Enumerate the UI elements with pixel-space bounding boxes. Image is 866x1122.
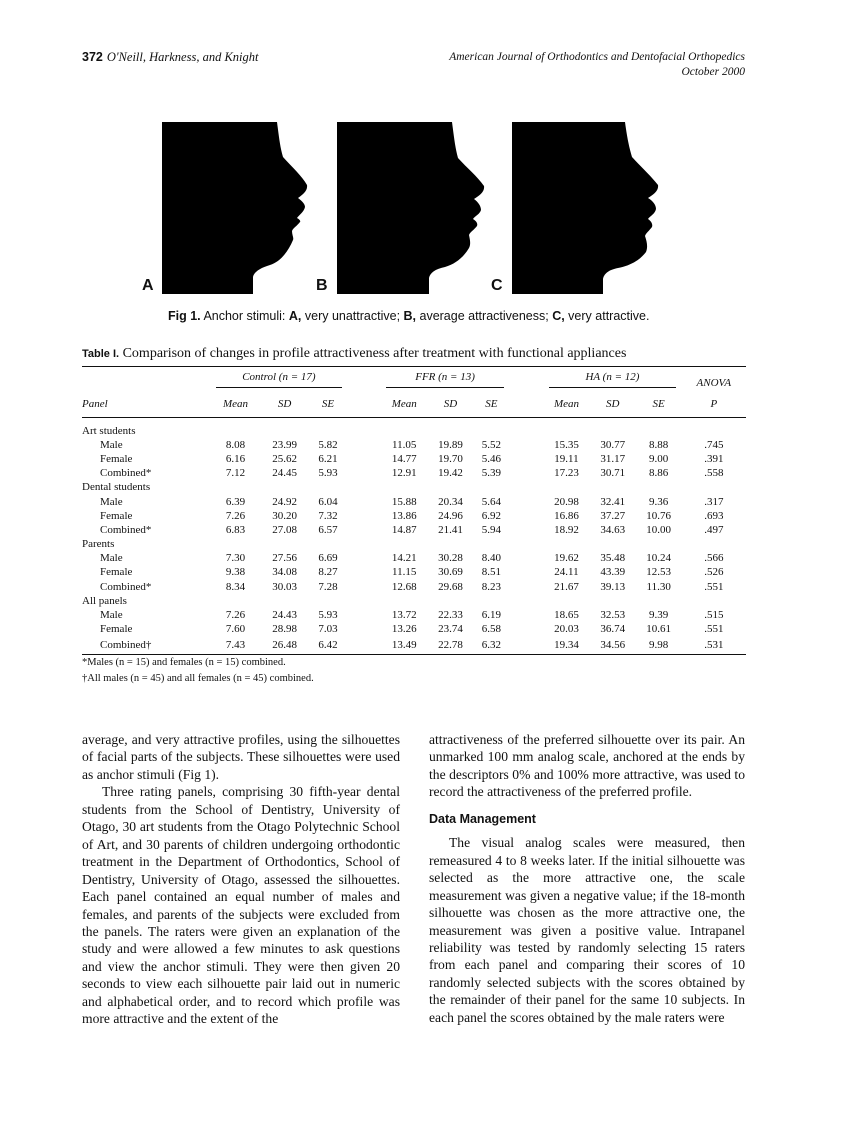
table-cell: [309, 537, 347, 551]
table-cell: 35.48: [600, 552, 626, 565]
table-group-row: [82, 480, 746, 494]
group-header: Control (n = 17): [216, 371, 341, 388]
table-cell: [211, 480, 260, 494]
table-cell: 6.39: [225, 495, 246, 508]
table-cell: 9.98: [649, 639, 669, 652]
table-cell: 24.92: [272, 495, 297, 508]
table-cell: [427, 417, 473, 438]
issue-date: October 2000: [681, 66, 745, 78]
footnote: †All males (n = 45) and all females (n = 45) combined.: [82, 673, 314, 684]
row-label: Art students: [82, 424, 136, 437]
table-cell: 14.87: [391, 523, 417, 536]
table-cell: 11.30: [646, 580, 671, 593]
table-cell: 24.96: [438, 509, 463, 522]
table-cell: [381, 480, 428, 494]
table-cell: 7.28: [318, 580, 338, 593]
table-cell: 6.69: [318, 552, 338, 565]
table-cell: 9.00: [649, 452, 669, 465]
group-header: HA (n = 12): [549, 371, 676, 388]
table-cell: [682, 417, 746, 438]
row-label: Male: [100, 495, 123, 508]
row-label: Female: [100, 566, 133, 579]
table-cell: 32.41: [600, 495, 626, 508]
column-header: Panel: [82, 397, 108, 410]
table-cell: 6.42: [318, 639, 338, 652]
profile-silhouette: [337, 122, 487, 294]
table-cell: [636, 537, 682, 551]
table-cell: [309, 417, 347, 438]
caption-desc: average attractiveness;: [416, 309, 553, 323]
table-cell: 10.76: [646, 509, 672, 522]
table-cell: 7.03: [318, 623, 338, 636]
table-cell: .745: [704, 438, 724, 451]
column-header: Mean: [391, 397, 417, 410]
column-header: SE: [652, 397, 665, 410]
caption-desc: very unattractive;: [301, 309, 404, 323]
table-cell: [427, 594, 473, 608]
table-cell: 30.28: [438, 552, 463, 565]
table-cell: 12.53: [646, 566, 672, 579]
table-cell: 5.93: [318, 609, 338, 622]
table-cell: .391: [704, 452, 724, 465]
table-cell: 8.23: [481, 580, 501, 593]
caption-key: B,: [403, 309, 417, 323]
paragraph: average, and very attractive profiles, using the silhouettes of facial parts of the subjects. These silhouettes were used as anchor stimuli (Fig 1).: [82, 732, 400, 782]
row-label: Female: [100, 509, 133, 522]
row-label: Combined†: [100, 639, 152, 652]
table-cell: 19.42: [438, 467, 463, 480]
table-cell: 13.72: [391, 609, 417, 622]
paragraph: Three rating panels, comprising 30 fifth-year dental students from the School of Dentistry, University of Otago, 30 art students from the Otago Polytechnic School of Art, and 30 parents of children undergoing orthodontic treatment in the Department of Orthodontics, School of Dentistry, University of Otago, assessed the silhouettes. Each panel contained an equal number of males and females, and parents of the subjects were excluded from the panels. The raters were given an explanation of the study and were allowed a few minutes to ask questions and view the anchor stimuli. They were then given 20 seconds to view each silhouette pair laid out in numeric and alphabetical order, and to record which profile was more attractive and the extent of the: [82, 784, 400, 1027]
table-cell: .551: [704, 623, 724, 636]
table-cell: 7.26: [225, 609, 246, 622]
table-row: [82, 509, 746, 523]
table-cell: 26.48: [272, 639, 297, 652]
table-cell: [590, 417, 636, 438]
table-cell: 5.64: [481, 495, 501, 508]
column-header: SD: [277, 397, 292, 410]
table-cell: [427, 480, 473, 494]
authors: O'Neill, Harkness, and Knight: [106, 50, 259, 64]
table-cell: 7.30: [225, 552, 246, 565]
table-row: [82, 466, 746, 480]
table-cell: 9.36: [649, 495, 669, 508]
table-cell: [543, 417, 590, 438]
table-cell: 5.46: [481, 452, 501, 465]
table-cell: [260, 594, 309, 608]
table-cell: 14.21: [391, 552, 417, 565]
paragraph: The visual analog scales were measured, then remeasured 4 to 8 weeks later. If the initial silhouette was selected as the more attractive one, the scale measurement was given a negative value; if the 18-month silhouette was chosen as the more attractive one, the measurement was given a positive value. Intrapanel reliability was tested by randomly selecting 15 raters from each panel and comparing their scores of 10 randomly selected subjects with the scores obtained by the remainder of their panel for the same 10 subjects. In each panel the scores obtained by the male raters were: [429, 835, 745, 1025]
table-cell: 6.32: [481, 639, 501, 652]
table-cell: 20.98: [554, 495, 579, 508]
table-cell: 6.04: [318, 495, 338, 508]
table-cell: 22.78: [438, 639, 463, 652]
caption-desc: very attractive.: [564, 309, 650, 323]
table-cell: .317: [704, 495, 724, 508]
table-row: [82, 565, 746, 579]
table-cell: [309, 594, 347, 608]
table-cell: .531: [704, 639, 724, 652]
table-cell: [211, 417, 260, 438]
left-column: [82, 731, 400, 1028]
row-label: Male: [100, 609, 123, 622]
table-cell: 9.39: [649, 609, 669, 622]
table-cell: 19.70: [438, 452, 463, 465]
table-row: [82, 580, 746, 594]
table-cell: 36.74: [600, 623, 626, 636]
table-cell: 27.56: [272, 552, 297, 565]
caption-label: Fig 1.: [168, 309, 201, 323]
table-cell: 19.11: [554, 452, 579, 465]
panel-label: A: [142, 277, 154, 294]
table-cell: 11.15: [392, 566, 417, 579]
table-cell: 21.41: [438, 523, 463, 536]
table-cell: 5.94: [481, 523, 501, 536]
table-cell: 30.71: [600, 467, 626, 480]
table-cell: 6.83: [225, 523, 246, 536]
table-cell: 17.23: [554, 467, 579, 480]
table-cell: .558: [704, 467, 724, 480]
table-cell: 19.34: [554, 639, 579, 652]
table-cell: 8.51: [481, 566, 501, 579]
group-header: ANOVA: [696, 377, 732, 389]
table-cell: [309, 480, 347, 494]
table-cell: 10.61: [646, 623, 672, 636]
table-cell: [473, 417, 509, 438]
table-cell: [590, 594, 636, 608]
table-cell: 7.43: [225, 639, 246, 652]
table-cell: 30.69: [438, 566, 463, 579]
table-cell: .693: [704, 509, 724, 522]
column-header: P: [710, 397, 718, 410]
table-cell: 10.24: [646, 552, 672, 565]
table-label: Table I.: [82, 348, 120, 360]
table-row: [82, 551, 746, 565]
table-cell: [682, 594, 746, 608]
caption-text: Anchor stimuli:: [200, 309, 289, 323]
table-cell: 7.60: [225, 623, 246, 636]
profile-silhouette: [162, 122, 312, 294]
table-cell: 24.11: [554, 566, 579, 579]
table-cell: 5.52: [481, 438, 501, 451]
table-cell: [473, 537, 509, 551]
table-cell: 39.13: [600, 580, 626, 593]
table-cell: 13.86: [391, 509, 417, 522]
row-label: Dental students: [82, 481, 151, 494]
journal-name: American Journal of Orthodontics and Dentofacial Orthopedics: [449, 51, 745, 63]
row-label: Parents: [82, 538, 115, 551]
table-cell: [543, 594, 590, 608]
table-cell: 8.27: [318, 566, 338, 579]
table-cell: 6.57: [318, 523, 338, 536]
table-cell: 10.00: [646, 523, 672, 536]
table-cell: .515: [704, 609, 724, 622]
table-cell: [636, 417, 682, 438]
table-cell: [211, 537, 260, 551]
row-label: Female: [100, 623, 133, 636]
table-cell: [473, 594, 509, 608]
table-cell: 8.86: [649, 467, 669, 480]
table-cell: 8.08: [225, 438, 246, 451]
row-label: Female: [100, 452, 133, 465]
table-cell: 8.34: [225, 580, 246, 593]
table-cell: 28.98: [272, 623, 297, 636]
table-cell: [473, 480, 509, 494]
table-cell: 34.08: [272, 566, 297, 579]
table-cell: [543, 537, 590, 551]
table-cell: 34.63: [600, 523, 626, 536]
section-heading: Data Management: [429, 811, 536, 826]
right-column: [429, 731, 745, 1026]
group-header: FFR (n = 13): [386, 371, 504, 388]
page-number: 372: [82, 50, 103, 64]
table-group-row: [82, 417, 746, 438]
table-row: [82, 438, 746, 452]
table-cell: 22.33: [438, 609, 463, 622]
table-cell: 12.91: [391, 467, 417, 480]
table-cell: 11.05: [392, 438, 417, 451]
table-cell: 20.34: [438, 495, 463, 508]
table-cell: 6.58: [481, 623, 501, 636]
table-cell: [260, 537, 309, 551]
table-cell: [260, 417, 309, 438]
table-cell: [636, 480, 682, 494]
table-cell: 8.88: [649, 438, 669, 451]
table-cell: .566: [704, 552, 724, 565]
table-cell: 6.16: [225, 452, 246, 465]
table-cell: 7.32: [318, 509, 338, 522]
table-cell: 23.74: [438, 623, 463, 636]
table-cell: 25.62: [272, 452, 297, 465]
table-cell: [636, 594, 682, 608]
table-cell: 12.68: [391, 580, 417, 593]
table-cell: 9.38: [225, 566, 246, 579]
table-cell: 5.39: [481, 467, 501, 480]
table-cell: 7.26: [225, 509, 246, 522]
table-cell: 16.86: [554, 509, 579, 522]
table-cell: 19.89: [438, 438, 463, 451]
table-cell: 5.93: [318, 467, 338, 480]
table-cell: 6.19: [481, 609, 501, 622]
table-title: Comparison of changes in profile attractiveness after treatment with functional appliances: [119, 346, 627, 361]
table-cell: 30.20: [272, 509, 297, 522]
table-cell: [590, 480, 636, 494]
table-cell: .497: [704, 523, 724, 536]
table-cell: 29.68: [438, 580, 463, 593]
table-group-row: [82, 594, 746, 608]
table-cell: [427, 537, 473, 551]
table-cell: [381, 537, 428, 551]
table-cell: 15.88: [391, 495, 417, 508]
column-header: Mean: [553, 397, 579, 410]
table-cell: 21.67: [554, 580, 579, 593]
column-header: Mean: [222, 397, 248, 410]
table-cell: 43.39: [600, 566, 626, 579]
table-row: [82, 622, 746, 636]
running-header-right: [449, 50, 745, 80]
table-cell: 24.43: [272, 609, 297, 622]
profile-silhouette: [512, 122, 662, 294]
table-cell: 34.56: [600, 639, 626, 652]
caption-key: A,: [288, 309, 302, 323]
table-cell: [682, 480, 746, 494]
table-cell: [381, 417, 428, 438]
figure-caption: [168, 309, 649, 323]
row-label: Combined*: [100, 467, 152, 480]
table-cell: 30.03: [272, 580, 297, 593]
caption-key: C,: [552, 309, 565, 323]
column-header: SD: [443, 397, 458, 410]
table-cell: 19.62: [554, 552, 579, 565]
table-cell: 18.65: [554, 609, 579, 622]
table-row: [82, 636, 746, 654]
table-cell: 6.21: [318, 452, 338, 465]
table-cell: 24.45: [272, 467, 297, 480]
table-cell: [211, 594, 260, 608]
table-group-row: [82, 537, 746, 551]
table-cell: 5.82: [318, 438, 338, 451]
table-row: [82, 523, 746, 537]
row-label: Combined*: [100, 523, 152, 536]
table-cell: .551: [704, 580, 724, 593]
table-cell: .526: [704, 566, 724, 579]
panel-label: B: [316, 277, 328, 294]
running-header-left: [82, 50, 259, 65]
table-cell: 20.03: [554, 623, 579, 636]
table-cell: [682, 537, 746, 551]
table-cell: 23.99: [272, 438, 297, 451]
table-cell: 37.27: [600, 509, 626, 522]
table-cell: [543, 480, 590, 494]
row-label: All panels: [82, 594, 127, 607]
footnote: *Males (n = 15) and females (n = 15) combined.: [82, 657, 286, 668]
row-label: Combined*: [100, 580, 152, 593]
panel-label: C: [491, 277, 503, 294]
table-row: [82, 608, 746, 622]
table-cell: [260, 480, 309, 494]
table-cell: 32.53: [600, 609, 626, 622]
table-cell: 7.12: [225, 467, 246, 480]
table-cell: 8.40: [481, 552, 501, 565]
results-table: [82, 366, 746, 655]
column-header: SE: [321, 397, 335, 410]
row-label: Male: [100, 438, 123, 451]
row-label: Male: [100, 552, 123, 565]
paragraph: attractiveness of the preferred silhouette over its pair. An unmarked 100 mm analog scale, anchored at the ends by the descriptors 0% and 100% more attractive, was used to record the attractiveness of the preferred profile.: [429, 732, 745, 800]
table-caption: [82, 346, 626, 362]
table-cell: 18.92: [554, 523, 579, 536]
table-cell: 15.35: [554, 438, 579, 451]
table-cell: 30.77: [600, 438, 626, 451]
table-cell: 6.92: [481, 509, 501, 522]
table-cell: 31.17: [600, 452, 626, 465]
table-cell: 27.08: [272, 523, 297, 536]
table-row: [82, 452, 746, 466]
table-cell: 13.26: [391, 623, 417, 636]
table-cell: 13.49: [391, 639, 417, 652]
table-cell: 14.77: [391, 452, 417, 465]
table-cell: [590, 537, 636, 551]
column-header: SE: [485, 397, 498, 410]
table-cell: [381, 594, 428, 608]
column-header: SD: [605, 397, 620, 410]
table-row: [82, 494, 746, 508]
